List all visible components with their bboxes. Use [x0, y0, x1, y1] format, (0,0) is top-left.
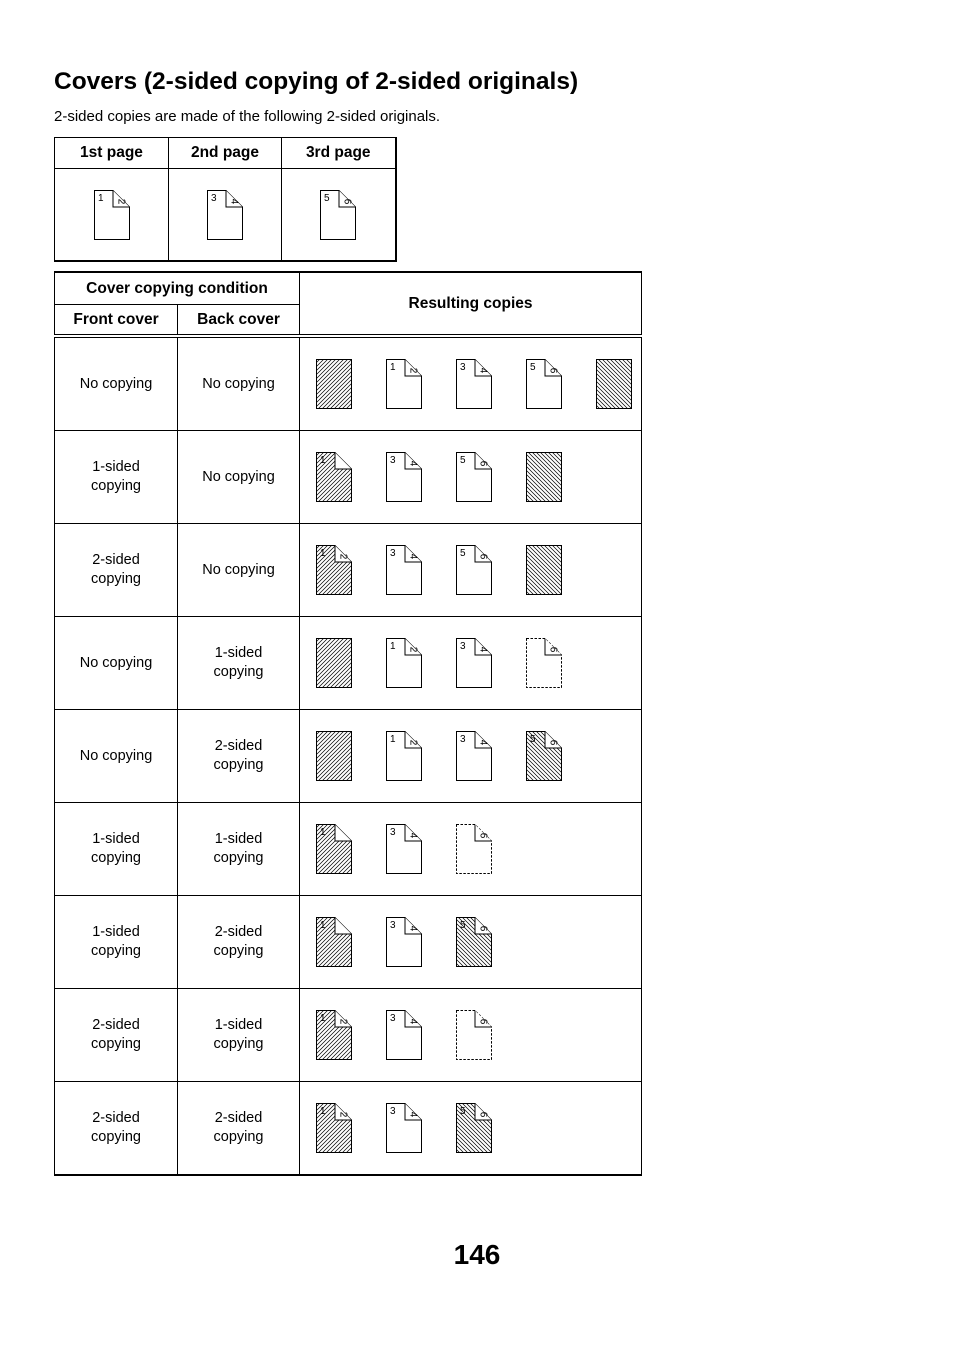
back-cover-text: copying	[213, 850, 264, 866]
page-front-number: 3	[460, 362, 466, 373]
page-icon	[316, 359, 352, 409]
resulting-pages	[316, 524, 641, 616]
page-front-number: 1	[320, 1013, 326, 1024]
resulting-pages	[316, 338, 641, 430]
resulting-copies-cell	[300, 989, 642, 1082]
resulting-pages	[316, 989, 641, 1081]
back-cover-cell	[178, 336, 300, 431]
resulting-pages	[316, 617, 641, 709]
page-front-number: 1	[320, 548, 326, 559]
page-back-number: 2	[337, 1111, 349, 1118]
front-cover-text: No copying	[79, 375, 153, 392]
page-front-number: 5	[530, 362, 536, 373]
front-cover-text: No copying	[79, 654, 153, 671]
page-icon	[456, 824, 492, 874]
page-front-number: 3	[390, 920, 396, 931]
front-cover-text: copying	[91, 478, 141, 494]
resulting-copies-cell	[300, 524, 642, 617]
page-icon	[456, 1010, 492, 1060]
page-icon	[456, 359, 492, 409]
back-cover-cell	[178, 896, 300, 989]
page-back-number: 6	[477, 460, 489, 467]
condition-row	[55, 896, 642, 989]
page-back-number: 2	[407, 367, 419, 374]
page-icon	[526, 359, 562, 409]
page-icon	[526, 638, 562, 688]
front-cover-cell	[55, 524, 178, 617]
page-back-number: 6	[477, 1018, 489, 1025]
page-front-number: 3	[390, 1013, 396, 1024]
condition-row	[55, 617, 642, 710]
back-cover-cell	[178, 803, 300, 896]
page-front-number: 3	[390, 827, 396, 838]
condition-row	[55, 710, 642, 803]
conditions-body	[55, 336, 642, 1175]
page-number: 146	[453, 1239, 501, 1270]
page-icon	[386, 731, 422, 781]
resulting-copies-cell	[300, 617, 642, 710]
page-back-number: 6	[547, 646, 559, 653]
page-icon	[94, 190, 130, 240]
resulting-copies-cell	[300, 1082, 642, 1176]
back-cover-text: copying	[213, 1036, 264, 1052]
back-cover-text: 1-sided	[214, 831, 263, 847]
back-cover-cell	[178, 989, 300, 1082]
page-icon	[596, 359, 632, 409]
condition-row	[55, 336, 642, 431]
back-cover-text: 2-sided	[214, 924, 263, 940]
page-icon	[386, 1010, 422, 1060]
front-cover-cell	[55, 803, 178, 896]
page-front-number: 5	[530, 734, 536, 745]
page-back-number: 6	[477, 832, 489, 839]
front-cover-cell	[55, 896, 178, 989]
condition-row	[55, 1082, 642, 1176]
page-title: Covers (2-sided copying of 2-sided originals)	[54, 68, 579, 95]
page-icon	[386, 1103, 422, 1153]
back-cover-text: copying	[213, 943, 264, 959]
front-cover-text: 1-sided	[92, 924, 140, 940]
resulting-pages	[316, 1082, 641, 1174]
page-icon	[207, 190, 243, 240]
page-front-number: 3	[390, 455, 396, 466]
originals-header-row	[55, 138, 396, 169]
page-icon	[386, 917, 422, 967]
page-icon	[456, 452, 492, 502]
page-back-number: 6	[547, 367, 559, 374]
page-back-number: 4	[407, 1018, 419, 1025]
page-front-number: 1	[390, 641, 396, 652]
page-icon	[386, 638, 422, 688]
page-back-number: 6	[547, 739, 559, 746]
page-back-number: 4	[477, 739, 489, 746]
back-cover-text: 1-sided	[214, 645, 263, 661]
page-icon	[320, 190, 356, 240]
back-cover-text: No copying	[202, 561, 275, 578]
back-cover-text: No copying	[202, 468, 275, 485]
page-back-number: 6	[477, 1111, 489, 1118]
back-cover-text: 2-sided	[214, 1110, 263, 1126]
page-back-number: 2	[114, 198, 126, 204]
resulting-copies-header: Resulting copies	[300, 272, 642, 336]
front-cover-text: 1-sided	[92, 831, 140, 847]
page-front-number: 1	[390, 362, 396, 373]
page-icon	[386, 824, 422, 874]
back-cover-cell	[178, 524, 300, 617]
page-back-number: 4	[407, 925, 419, 932]
back-cover-header: Back cover	[178, 305, 300, 337]
front-cover-cell	[55, 1082, 178, 1176]
page-icon	[456, 545, 492, 595]
page-icon	[316, 1103, 352, 1153]
page-icon	[456, 731, 492, 781]
page-icon	[316, 917, 352, 967]
front-cover-cell	[55, 431, 178, 524]
condition-row	[55, 431, 642, 524]
page-back-number: 2	[337, 1018, 349, 1025]
resulting-copies-cell	[300, 803, 642, 896]
originals-cell	[169, 169, 282, 262]
back-cover-text: 1-sided	[214, 1017, 263, 1033]
back-cover-cell	[178, 1082, 300, 1176]
originals-col-1st-page: 1st page	[55, 138, 169, 169]
page-icon	[386, 359, 422, 409]
page-icon	[526, 545, 562, 595]
front-cover-cell	[55, 710, 178, 803]
cover-conditions-table	[54, 271, 642, 1176]
back-cover-text: copying	[213, 664, 264, 680]
condition-row	[55, 524, 642, 617]
page-icon	[316, 1010, 352, 1060]
resulting-copies-cell	[300, 710, 642, 803]
conditions-header-row	[55, 272, 642, 305]
originals-row	[55, 169, 396, 262]
page-icon	[456, 1103, 492, 1153]
front-cover-text: copying	[91, 1129, 141, 1145]
page-icon	[316, 545, 352, 595]
page-front-number: 5	[460, 548, 466, 559]
page-front-number: 1	[320, 920, 326, 931]
front-cover-text: copying	[91, 850, 141, 866]
front-cover-text: 2-sided	[92, 552, 140, 568]
page-icon	[316, 452, 352, 502]
page-front-number: 1	[97, 192, 104, 204]
resulting-pages	[316, 431, 641, 523]
page-icon	[316, 731, 352, 781]
page-back-number: 4	[477, 646, 489, 653]
back-cover-cell	[178, 710, 300, 803]
back-cover-text: No copying	[202, 375, 275, 392]
page-front-number: 3	[390, 1106, 396, 1117]
page-back-number: 4	[407, 1111, 419, 1118]
page-icon	[526, 731, 562, 781]
page-front-number: 5	[460, 455, 466, 466]
back-cover-text: copying	[213, 757, 264, 773]
page-front-number: 1	[390, 734, 396, 745]
page-front-number: 1	[320, 827, 326, 838]
back-cover-cell	[178, 617, 300, 710]
originals-cell	[55, 169, 169, 262]
page-icon	[316, 638, 352, 688]
resulting-copies-cell	[300, 896, 642, 989]
resulting-copies-cell	[300, 431, 642, 524]
back-cover-text: copying	[213, 1129, 264, 1145]
resulting-pages	[316, 803, 641, 895]
resulting-pages	[316, 896, 641, 988]
page-front-number: 1	[320, 455, 326, 466]
originals-col-2nd-page: 2nd page	[169, 138, 282, 169]
page-front-number: 3	[460, 734, 466, 745]
page-front-number: 3	[390, 548, 396, 559]
page-back-number: 4	[228, 198, 240, 204]
page-icon	[316, 824, 352, 874]
resulting-copies-cell	[300, 336, 642, 431]
front-cover-cell	[55, 617, 178, 710]
page-icon	[456, 917, 492, 967]
page-front-number: 5	[460, 920, 466, 931]
page-back-number: 2	[407, 739, 419, 746]
page-front-number: 3	[460, 641, 466, 652]
front-cover-text: 2-sided	[92, 1110, 140, 1126]
front-cover-cell	[55, 336, 178, 431]
condition-row	[55, 989, 642, 1082]
page-icon	[386, 452, 422, 502]
front-cover-text: copying	[91, 943, 141, 959]
page-back-number: 6	[341, 198, 353, 204]
page-back-number: 6	[477, 553, 489, 560]
resulting-pages	[316, 710, 641, 802]
originals-cell	[282, 169, 396, 262]
front-cover-text: No copying	[79, 747, 153, 764]
back-cover-text: 2-sided	[214, 738, 263, 754]
front-cover-text: copying	[91, 1036, 141, 1052]
page-back-number: 2	[407, 646, 419, 653]
page-front-number: 3	[211, 192, 217, 204]
originals-table	[54, 137, 397, 262]
front-cover-text: 1-sided	[92, 459, 140, 475]
front-cover-cell	[55, 989, 178, 1082]
front-cover-header: Front cover	[55, 305, 178, 337]
page-back-number: 4	[407, 832, 419, 839]
originals-col-3rd-page: 3rd page	[282, 138, 396, 169]
condition-row	[55, 803, 642, 896]
page-icon	[526, 452, 562, 502]
page-front-number: 5	[460, 1106, 466, 1117]
page-front-number: 1	[320, 1106, 326, 1117]
front-cover-text: 2-sided	[92, 1017, 140, 1033]
cover-copying-condition-header: Cover copying condition	[55, 272, 300, 305]
page-back-number: 4	[407, 460, 419, 467]
page-front-number: 5	[324, 192, 330, 204]
front-cover-text: copying	[91, 571, 141, 587]
intro-text: 2-sided copies are made of the following 2-sided originals.	[54, 108, 441, 125]
page-back-number: 6	[477, 925, 489, 932]
page-back-number: 2	[337, 553, 349, 560]
page-back-number: 4	[477, 367, 489, 374]
page-icon	[386, 545, 422, 595]
page-back-number: 4	[407, 553, 419, 560]
page-icon	[456, 638, 492, 688]
back-cover-cell	[178, 431, 300, 524]
